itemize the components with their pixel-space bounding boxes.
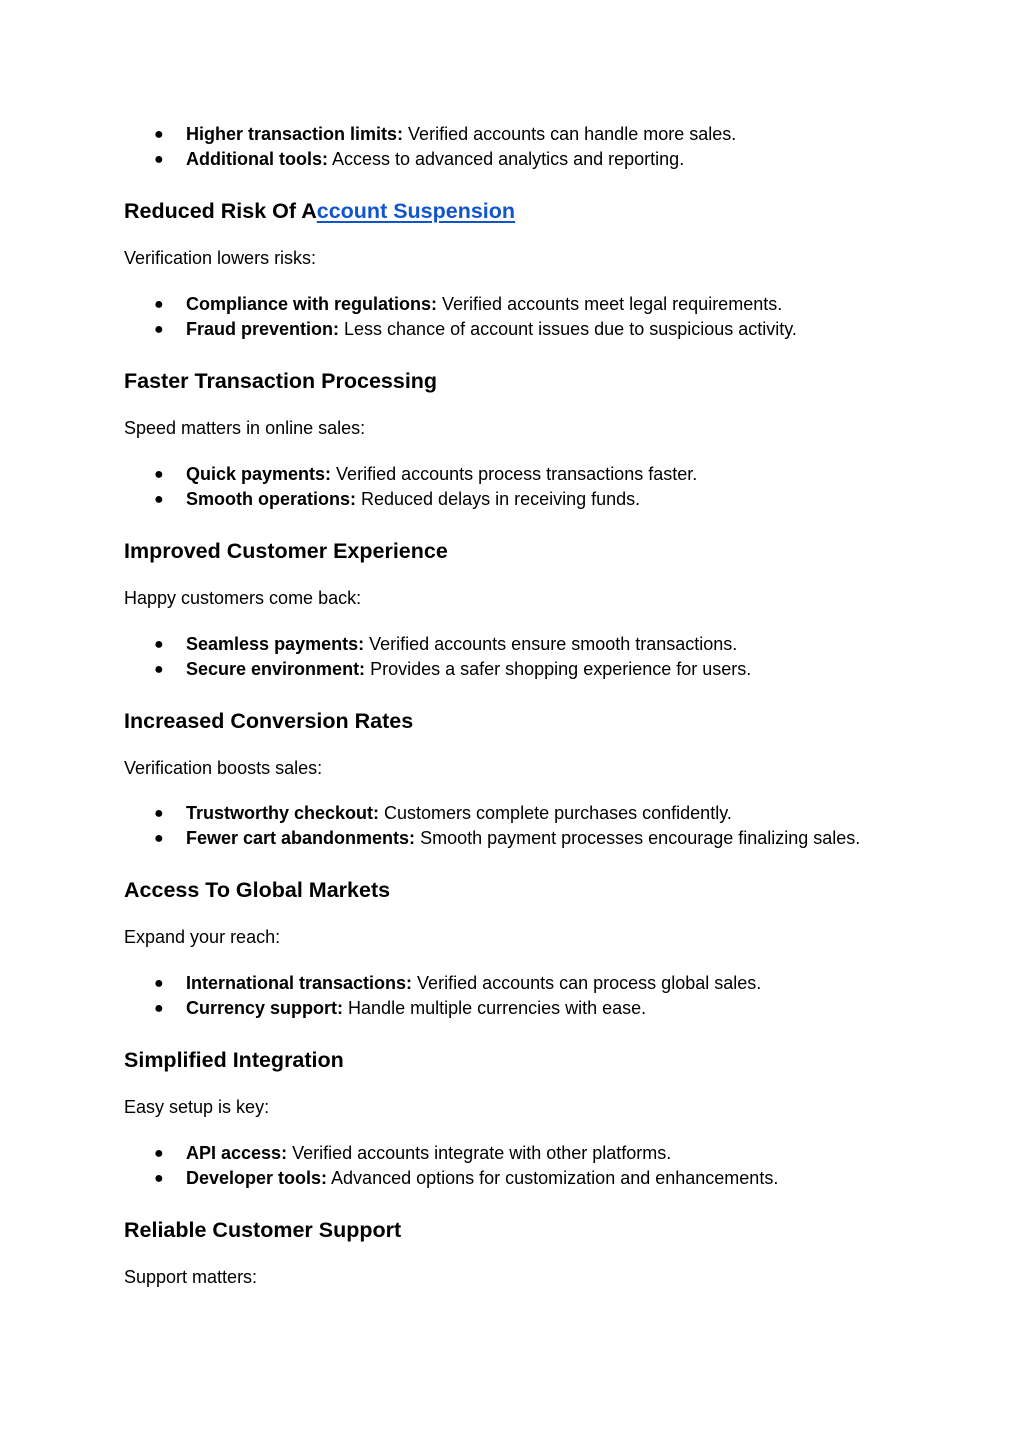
bullet-icon: ●: [154, 1170, 164, 1187]
list-item: [124, 147, 736, 172]
list-item-term: International transactions:: [186, 973, 413, 993]
list-item-text: Smooth payment processes encourage finalizing sales.: [415, 828, 861, 848]
section-heading-faster-transaction: Faster Transaction Processing: [124, 369, 438, 393]
section-bullet-list: [124, 1141, 778, 1191]
list-item-text: Reduced delays in receiving funds.: [356, 489, 641, 509]
list-item: [124, 1141, 778, 1166]
list-item-term: Compliance with regulations:: [186, 294, 438, 314]
list-item: [124, 826, 860, 851]
list-item-text: Verified accounts process transactions faster.: [331, 464, 698, 484]
list-item: [124, 122, 736, 147]
list-item-text: Provides a safer shopping experience for users.: [365, 659, 752, 679]
bullet-icon: ●: [154, 151, 164, 168]
bullet-icon: ●: [154, 1000, 164, 1017]
bullet-icon: ●: [154, 466, 164, 483]
list-item: [124, 632, 751, 657]
list-item-term: Currency support:: [186, 998, 344, 1018]
list-item-text: Verified accounts meet legal requirements.: [437, 294, 783, 314]
section-bullet-list: [124, 801, 860, 851]
section-bullet-list: [124, 292, 797, 342]
list-item-text: Access to advanced analytics and reporting.: [327, 149, 685, 169]
list-item-term: Fraud prevention:: [186, 319, 340, 339]
bullet-icon: ●: [154, 296, 164, 313]
section-bullet-list: [124, 632, 751, 682]
list-item: [124, 801, 860, 826]
section-intro: Easy setup is key:: [124, 1097, 270, 1117]
list-item-term: Additional tools:: [186, 149, 328, 169]
list-item-term: API access:: [186, 1143, 288, 1163]
list-item-text: Less chance of account issues due to suspicious activity.: [339, 319, 797, 339]
bullet-icon: ●: [154, 830, 164, 847]
list-item: [124, 317, 797, 342]
section-heading-reduced-risk: [124, 197, 515, 225]
list-item: [124, 462, 697, 487]
heading-text: Reduced Risk Of A: [124, 199, 317, 223]
bullet-icon: ●: [154, 975, 164, 992]
account-suspension-link[interactable]: ccount Suspension: [316, 199, 516, 223]
list-item-term: Developer tools:: [186, 1168, 328, 1188]
list-item: [124, 487, 697, 512]
list-item-term: Trustworthy checkout:: [186, 803, 380, 823]
list-item: [124, 292, 797, 317]
list-item-text: Verified accounts can handle more sales.: [403, 124, 737, 144]
section-bullet-list: [124, 462, 697, 512]
bullet-icon: ●: [154, 126, 164, 143]
section-heading-simplified-integration: Simplified Integration: [124, 1048, 344, 1072]
bullet-icon: ●: [154, 321, 164, 338]
list-item-term: Quick payments:: [186, 464, 332, 484]
section-intro: Happy customers come back:: [124, 588, 362, 608]
list-item-term: Higher transaction limits:: [186, 124, 404, 144]
section-heading-global-markets: Access To Global Markets: [124, 878, 391, 902]
list-item-text: Verified accounts integrate with other platforms.: [287, 1143, 672, 1163]
section-heading-conversion-rates: Increased Conversion Rates: [124, 709, 414, 733]
list-item-text: Handle multiple currencies with ease.: [343, 998, 647, 1018]
list-item-text: Customers complete purchases confidently.: [379, 803, 732, 823]
list-item: [124, 1166, 778, 1191]
intro-bullet-list: [124, 122, 736, 172]
section-heading-customer-support: Reliable Customer Support: [124, 1218, 402, 1242]
section-heading-customer-experience: Improved Customer Experience: [124, 539, 448, 563]
list-item-term: Secure environment:: [186, 659, 366, 679]
list-item-text: Advanced options for customization and enhancements.: [327, 1168, 779, 1188]
list-item: [124, 971, 761, 996]
section-intro: Expand your reach:: [124, 927, 281, 947]
list-item-text: Verified accounts can process global sales.: [412, 973, 762, 993]
bullet-icon: ●: [154, 636, 164, 653]
section-intro: Verification boosts sales:: [124, 758, 323, 778]
bullet-icon: ●: [154, 805, 164, 822]
bullet-icon: ●: [154, 1145, 164, 1162]
section-intro: Speed matters in online sales:: [124, 418, 366, 438]
list-item-text: Verified accounts ensure smooth transactions.: [364, 634, 738, 654]
section-intro: Verification lowers risks:: [124, 248, 317, 268]
bullet-icon: ●: [154, 491, 164, 508]
list-item-term: Fewer cart abandonments:: [186, 828, 416, 848]
list-item: [124, 996, 761, 1021]
list-item: [124, 657, 751, 682]
list-item-term: Seamless payments:: [186, 634, 365, 654]
section-intro: Support matters:: [124, 1267, 258, 1287]
list-item-term: Smooth operations:: [186, 489, 356, 509]
bullet-icon: ●: [154, 661, 164, 678]
section-bullet-list: [124, 971, 761, 1021]
